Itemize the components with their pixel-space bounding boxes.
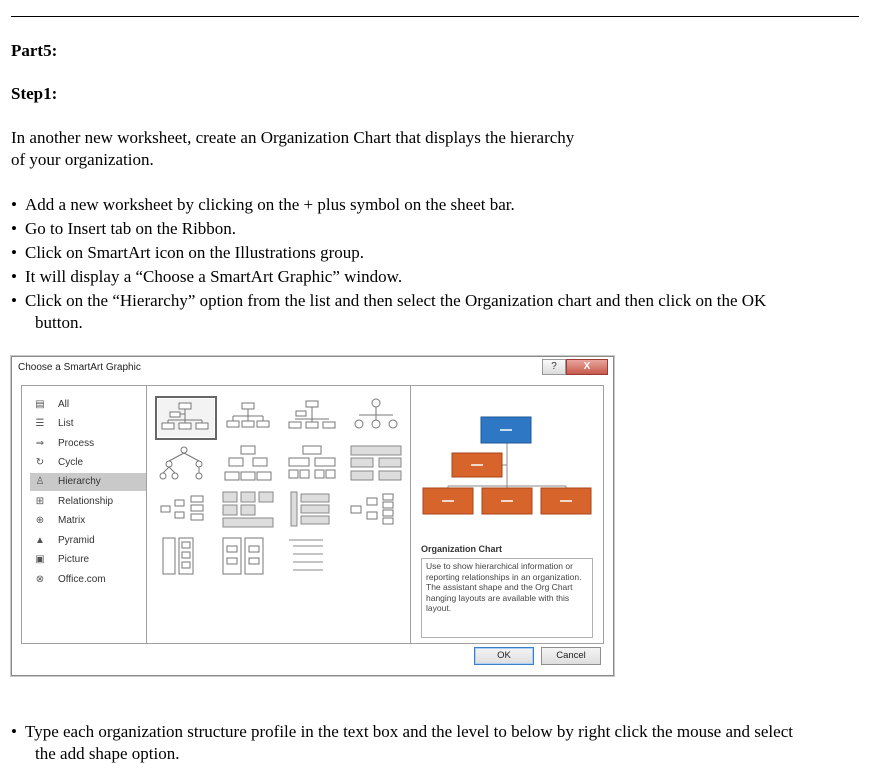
bullet-text: Type each organization structure profile in the text box and the level to below by right click the mouse and select [25, 722, 793, 741]
matrix-icon: ⊕ [35, 515, 45, 526]
category-pyramid[interactable]: ▲ Pyramid [35, 535, 95, 546]
preview-description: Use to show hierarchical information or reporting relationships in an organization. The assistant shape and the Org Chart hanging layouts are available with this layout. [421, 558, 593, 638]
bullet-item [11, 242, 859, 264]
category-all[interactable]: ▤ All [35, 399, 70, 410]
layout-horizontal-org-chart[interactable] [155, 490, 213, 530]
all-icon: ▤ [35, 399, 45, 410]
bullet-text: Add a new worksheet by clicking on the + plus symbol on the sheet bar. [25, 195, 515, 214]
bullet-dot: • [11, 243, 17, 262]
cancel-button[interactable]: Cancel [541, 647, 601, 665]
bullet-item [11, 218, 859, 240]
close-button[interactable]: X [566, 359, 608, 375]
globe-icon: ⊗ [35, 574, 45, 585]
relationship-icon: ⊞ [35, 496, 45, 507]
bullet-text: Click on the “Hierarchy” option from the list and then select the Organization chart and then click on the OK [25, 291, 767, 310]
layout-gallery [147, 386, 411, 643]
bullet-text-continued: button. [35, 313, 83, 332]
layout-table-hierarchy[interactable] [283, 444, 341, 484]
bullet-item [11, 194, 859, 216]
bullet-text: Go to Insert tab on the Ribbon. [25, 219, 237, 238]
bullet-item [11, 266, 859, 288]
picture-icon: ▣ [35, 554, 45, 565]
bullet-text: It will display a “Choose a SmartArt Graphic” window. [25, 267, 403, 286]
top-rule [11, 16, 859, 17]
intro-line-2: of your organization. [11, 150, 154, 169]
category-matrix[interactable]: ⊕ Matrix [35, 515, 86, 526]
category-list [22, 386, 147, 643]
layout-organization-chart[interactable] [155, 396, 217, 440]
bullet-dot: • [11, 722, 17, 741]
cycle-icon: ↻ [35, 457, 45, 468]
pyramid-icon: ▲ [35, 535, 45, 546]
bullet-dot: • [11, 267, 17, 286]
layout-text-lines[interactable] [283, 536, 341, 576]
bullet-text: Click on SmartArt icon on the Illustrations group. [25, 243, 365, 262]
category-process[interactable]: ⇒ Process [35, 438, 95, 449]
preview-title: Organization Chart [421, 544, 503, 554]
bullet-text-continued: the add shape option. [35, 744, 180, 763]
layout-lined-list[interactable] [283, 490, 341, 530]
dialog-body [21, 385, 604, 644]
ok-button[interactable]: OK [474, 647, 534, 665]
category-office-com[interactable]: ⊗ Office.com [35, 574, 106, 585]
part-heading: Part5: [11, 41, 58, 60]
dialog-title: Choose a SmartArt Graphic [18, 362, 141, 373]
layout-vertical-list[interactable] [155, 536, 213, 576]
layout-circle-picture-hierarchy[interactable] [347, 396, 405, 436]
list-icon: ☰ [35, 418, 45, 429]
hierarchy-icon: ♙ [35, 476, 45, 487]
help-button[interactable]: ? [542, 359, 566, 375]
layout-name-title-org-chart[interactable] [219, 396, 277, 436]
org-chart-preview [411, 386, 603, 536]
category-hierarchy[interactable]: ♙ Hierarchy [30, 473, 146, 491]
step-heading: Step1: [11, 84, 58, 103]
category-cycle[interactable]: ↻ Cycle [35, 457, 84, 468]
smartart-dialog [11, 356, 614, 676]
layout-half-circle-org-chart[interactable] [283, 396, 341, 436]
intro-paragraph [11, 127, 651, 171]
process-icon: ⇒ [35, 438, 45, 449]
layout-preview [411, 386, 603, 643]
layout-labeled-hierarchy[interactable] [219, 444, 277, 484]
bullet-item [11, 290, 859, 334]
category-list-item[interactable]: ☰ List [35, 418, 74, 429]
bullet-dot: • [11, 291, 17, 310]
intro-line-1: In another new worksheet, create an Organization Chart that displays the hierarchy [11, 128, 575, 147]
bullet-dot: • [11, 219, 17, 238]
layout-architecture[interactable] [219, 536, 277, 576]
layout-hierarchy[interactable] [155, 444, 213, 484]
category-picture[interactable]: ▣ Picture [35, 554, 90, 565]
bullet-dot: • [11, 195, 17, 214]
layout-horizontal-labeled[interactable] [347, 490, 405, 530]
layout-horizontal-hierarchy[interactable] [347, 444, 405, 484]
category-relationship[interactable]: ⊞ Relationship [35, 496, 114, 507]
layout-horizontal-multi-level[interactable] [219, 490, 277, 530]
bullet-item [11, 721, 859, 765]
